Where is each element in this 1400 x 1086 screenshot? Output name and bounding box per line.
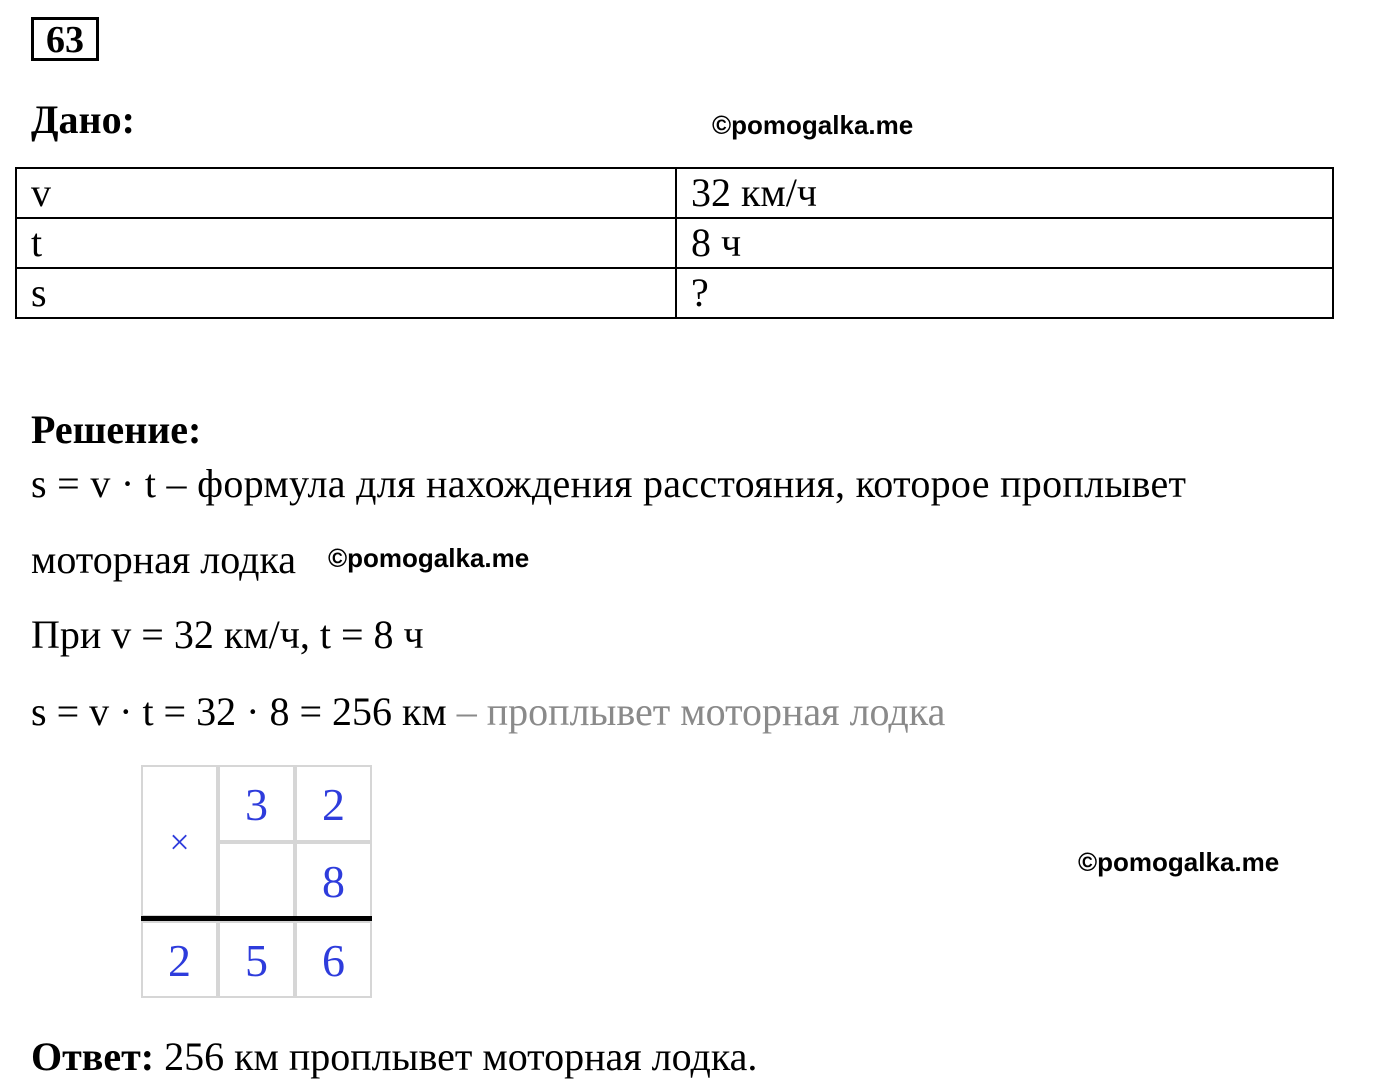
given-value: ? <box>676 268 1333 318</box>
answer-text: 256 км проплывет моторная лодка. <box>154 1034 758 1079</box>
given-heading: Дано: <box>31 97 135 142</box>
problem-number: 63 <box>31 17 99 61</box>
watermark: ©pomogalka.me <box>1078 847 1280 877</box>
digit-cell: 3 <box>218 765 295 842</box>
digit-cell: 2 <box>295 765 372 842</box>
digit-cell: 8 <box>295 842 372 919</box>
table-row <box>16 218 1333 268</box>
answer-label: Ответ: <box>31 1034 155 1079</box>
solution-line-4 <box>31 688 945 735</box>
table-row <box>16 268 1333 318</box>
solution-line-1: s = v · t – формула для нахождения расстояния, которое проплывет <box>31 461 1187 506</box>
solution-line-3: При v = 32 км/ч, t = 8 ч <box>31 612 424 657</box>
watermark: ©pomogalka.me <box>328 543 530 573</box>
digit-cell: 6 <box>295 921 372 998</box>
answer-line <box>31 1033 757 1080</box>
given-name: v <box>16 168 676 218</box>
calculation-note: – проплывет моторная лодка <box>446 689 946 734</box>
solution-heading: Решение: <box>31 407 202 452</box>
given-value: 8 ч <box>676 218 1333 268</box>
watermark: ©pomogalka.me <box>712 110 914 140</box>
multiply-sign: × <box>141 765 218 917</box>
given-value: 32 км/ч <box>676 168 1333 218</box>
table-row <box>16 168 1333 218</box>
solution-line-2: моторная лодка <box>31 537 297 582</box>
given-name: t <box>16 218 676 268</box>
given-table <box>15 167 1334 319</box>
calculation: s = v · t = 32 · 8 = 256 км <box>31 689 447 734</box>
digit-cell: 5 <box>218 921 295 998</box>
given-name: s <box>16 268 676 318</box>
digit-cell: 2 <box>141 921 218 998</box>
digit-cell <box>218 842 295 919</box>
